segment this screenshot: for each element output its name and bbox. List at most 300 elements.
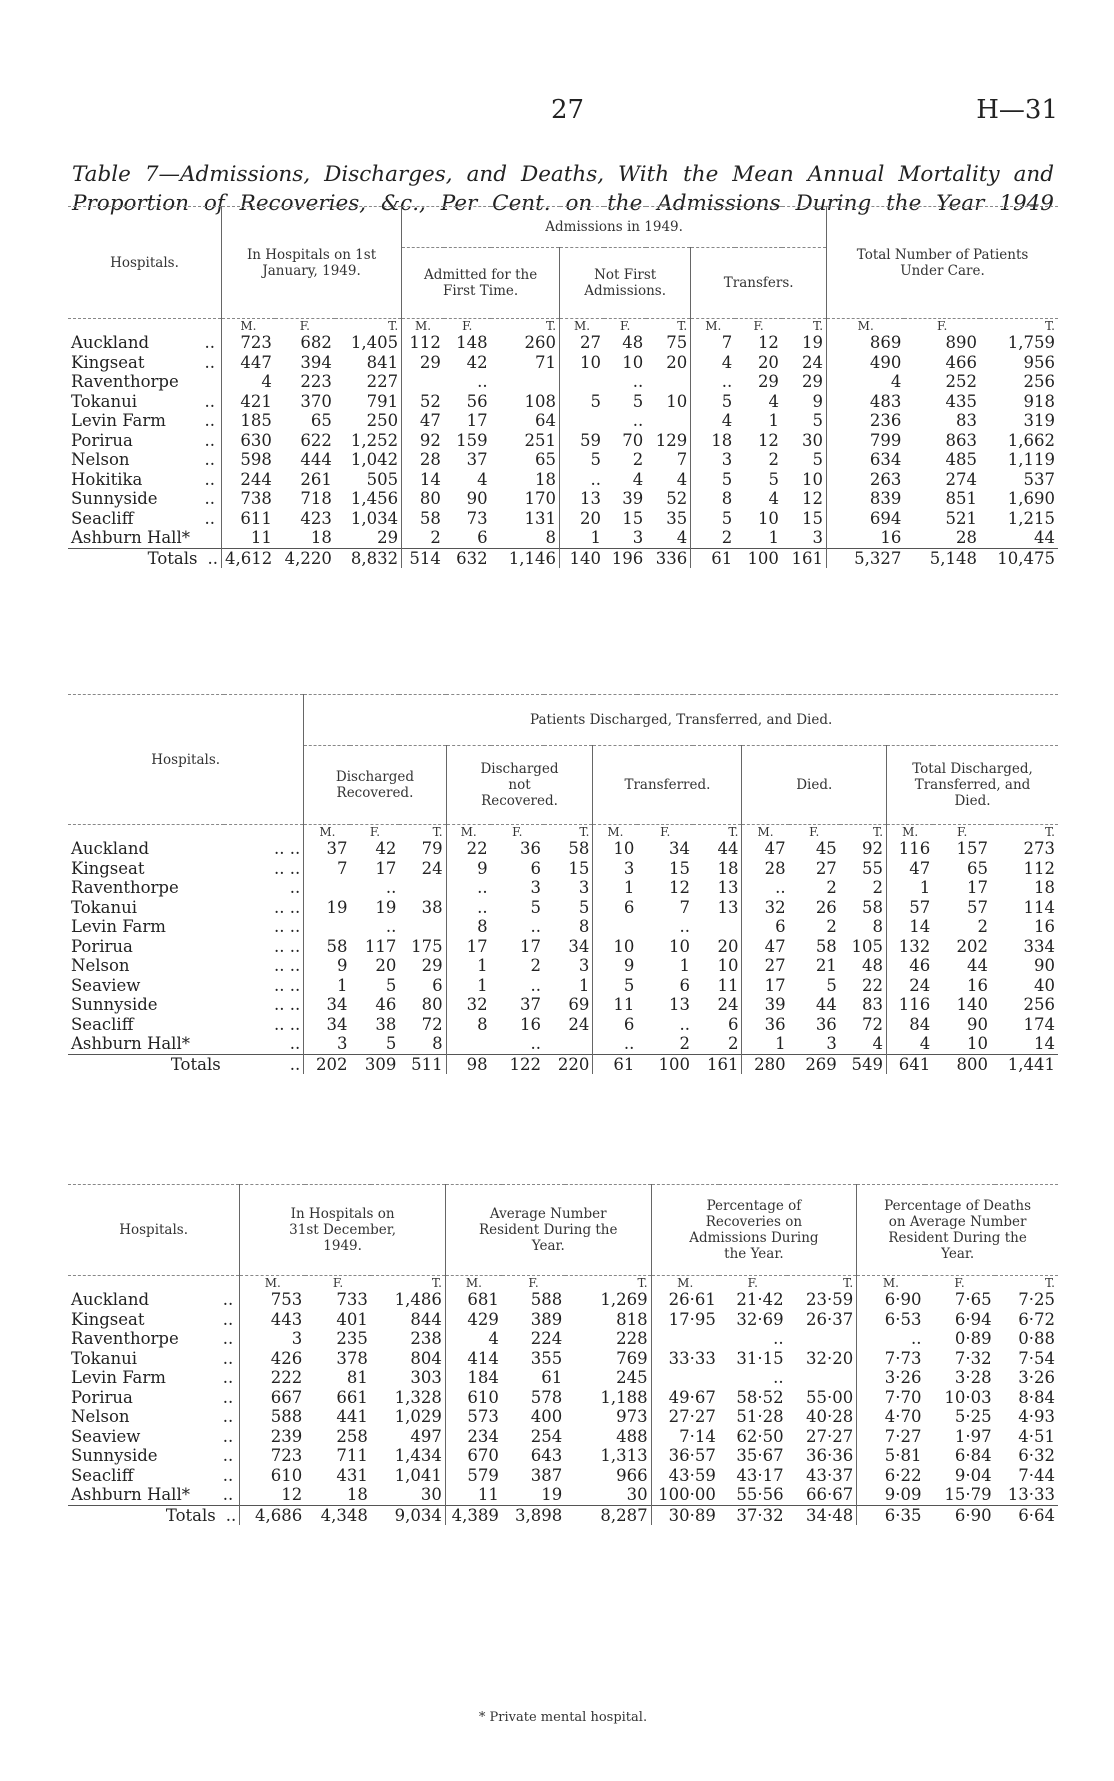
mft-label: F.	[369, 825, 381, 839]
mft-label: T.	[1044, 319, 1055, 333]
table-row	[68, 898, 1058, 918]
value-cell: ..	[446, 878, 490, 898]
value-cell: 116	[887, 839, 934, 859]
value-cell: 12	[240, 1485, 306, 1505]
value-cell: 5	[593, 976, 637, 996]
value-cell: ..	[632, 411, 644, 430]
value-cell: 497	[410, 1426, 442, 1446]
value-cell: 588	[530, 1290, 563, 1309]
value-cell: 8,832	[335, 548, 402, 568]
table-row	[68, 1034, 1058, 1054]
hospital-name-text: Kingseat	[71, 1309, 145, 1329]
value-cell: 22	[446, 839, 490, 859]
value-cell: 844	[410, 1309, 442, 1329]
value-cell: 0·89	[954, 1329, 992, 1348]
value-cell: 804	[410, 1348, 442, 1368]
value-cell: 37·32	[719, 1505, 787, 1525]
value-cell: 753	[240, 1290, 306, 1310]
col-discharged-recovered: Discharged Recovered.	[304, 746, 446, 825]
value-cell: 370	[300, 391, 332, 411]
value-cell: 1,269	[600, 1290, 648, 1309]
value-cell: 5,327	[827, 548, 905, 568]
value-cell: 45	[815, 839, 837, 858]
value-cell: ..	[530, 975, 541, 995]
header-row	[68, 1185, 1058, 1276]
value-cell: 4	[768, 391, 779, 411]
value-cell: 8	[545, 528, 557, 547]
hospital-name	[68, 1368, 240, 1388]
value-cell: 10·03	[944, 1387, 992, 1407]
value-cell: 17·95	[651, 1310, 719, 1330]
value-cell: ..	[773, 1368, 784, 1387]
hospital-name-text: Hokitika	[71, 469, 143, 489]
value-cell: 122	[491, 1054, 544, 1074]
leader-dots: ..	[222, 1309, 234, 1329]
col-discharged-not-recovered: Discharged not Recovered.	[446, 746, 593, 825]
value-cell: 185	[221, 411, 274, 431]
value-cell: 29	[402, 353, 444, 373]
mft-spacer	[68, 1276, 240, 1291]
value-cell: ..	[773, 1329, 784, 1348]
value-cell: 72	[421, 1014, 443, 1034]
hospital-name-text: Nelson	[71, 450, 130, 469]
value-cell: 15	[802, 508, 824, 528]
value-cell: 40	[1034, 975, 1055, 995]
value-cell: 38	[375, 1014, 397, 1034]
value-cell: 6	[593, 1015, 637, 1035]
table-row	[68, 1329, 1058, 1349]
value-cell: 92	[402, 431, 444, 451]
value-cell: 11	[445, 1485, 502, 1505]
hospital-name	[68, 509, 221, 529]
leader-dots: ..	[204, 391, 215, 411]
value-cell: ..	[679, 917, 691, 936]
value-cell: 718	[300, 489, 332, 508]
leader-dots: ..	[204, 450, 215, 469]
value-cell: 196	[604, 548, 646, 568]
value-cell: 70	[622, 430, 644, 450]
value-cell: 9	[593, 956, 637, 976]
value-cell: 202	[956, 936, 989, 956]
value-cell: 222	[240, 1368, 306, 1388]
value-cell: 6·32	[1018, 1446, 1055, 1465]
value-cell: 30	[626, 1485, 648, 1504]
value-cell: 549	[840, 1054, 887, 1074]
value-cell: 309	[350, 1054, 399, 1074]
value-cell: 31·15	[736, 1348, 784, 1368]
value-cell: 2	[632, 450, 644, 469]
hospital-name	[68, 1290, 240, 1310]
value-cell: 17	[967, 878, 989, 897]
value-cell: 37	[304, 839, 351, 859]
mft-label: F.	[809, 825, 820, 839]
mft-label: T.	[872, 825, 884, 839]
value-cell: 184	[445, 1368, 502, 1388]
leader-dots: ..	[222, 1329, 234, 1348]
value-cell: 4·51	[1018, 1426, 1055, 1446]
value-cell: 6	[727, 1014, 739, 1034]
value-cell: 1,042	[350, 450, 399, 469]
value-cell: 5	[691, 470, 735, 490]
value-cell: 132	[887, 937, 934, 957]
mft-spacer	[68, 319, 221, 334]
value-cell: 47	[402, 411, 444, 431]
table-row	[68, 489, 1058, 509]
value-cell: 12	[802, 489, 824, 508]
document-code: H—31	[976, 95, 1058, 125]
table-row	[68, 917, 1058, 937]
mft-label: T.	[1044, 1276, 1055, 1290]
value-cell: 55·56	[736, 1485, 784, 1504]
value-cell: 661	[336, 1387, 368, 1407]
col-transferred: Transferred.	[593, 746, 742, 825]
hospital-name-text: Nelson	[71, 1407, 130, 1426]
value-cell: 38	[421, 897, 443, 917]
value-cell: 1,486	[394, 1290, 442, 1309]
value-cell: 56	[466, 391, 488, 411]
value-cell: 261	[300, 469, 332, 489]
value-cell	[402, 372, 444, 392]
value-cell: 34	[568, 936, 590, 956]
value-cell: 256	[1023, 995, 1055, 1014]
value-cell: 90	[967, 1014, 989, 1034]
value-cell: 58	[304, 937, 351, 957]
value-cell: 227	[366, 372, 399, 391]
value-cell: 28	[956, 528, 977, 547]
value-cell: 73	[466, 508, 488, 528]
value-cell: 4	[768, 489, 779, 508]
value-cell: 20	[666, 352, 688, 372]
value-cell: 62·50	[736, 1426, 784, 1446]
value-cell: 6·64	[995, 1505, 1058, 1525]
value-cell: 5	[691, 392, 735, 412]
value-cell: 98	[446, 1054, 490, 1074]
value-cell: 1,456	[350, 489, 399, 508]
hospital-name	[68, 411, 221, 431]
value-cell: 250	[366, 411, 399, 430]
value-cell: 47	[742, 839, 789, 859]
value-cell: 319	[1023, 411, 1055, 430]
col-hospitals: Hospitals.	[68, 695, 304, 825]
value-cell: 3	[530, 878, 541, 897]
value-cell: 387	[530, 1465, 563, 1485]
mft-label: M.	[445, 1276, 502, 1291]
mft-label: M.	[742, 825, 789, 840]
mft-label: T.	[677, 319, 688, 333]
value-cell: 114	[1023, 897, 1055, 917]
value-cell: 12	[757, 333, 779, 352]
value-cell: 47	[742, 937, 789, 957]
leader-dots: ..	[222, 1290, 234, 1309]
value-cell: 42	[375, 839, 397, 858]
value-cell: 610	[445, 1388, 502, 1408]
leader-dots: ..	[222, 1387, 234, 1407]
value-cell: 588	[240, 1407, 306, 1427]
value-cell: 27·27	[805, 1426, 854, 1446]
value-cell: 258	[336, 1426, 368, 1446]
value-cell: 254	[530, 1426, 563, 1446]
value-cell: 4	[691, 353, 735, 373]
value-cell: 239	[240, 1427, 306, 1447]
value-cell: 18	[717, 858, 739, 878]
col-average-resident: Average Number Resident During the Year.	[445, 1185, 651, 1276]
table-row	[68, 1388, 1058, 1408]
value-cell: 92	[862, 839, 884, 858]
value-cell: 401	[336, 1309, 368, 1329]
value-cell: 16	[967, 975, 989, 995]
hospital-name-text: Seaview	[71, 1426, 141, 1446]
value-cell: 578	[530, 1387, 563, 1407]
leader-dots: .. ..	[274, 936, 301, 956]
value-cell: 17	[519, 936, 541, 956]
value-cell: 15	[622, 508, 644, 528]
value-cell: 733	[336, 1290, 368, 1309]
mft-label: M.	[221, 319, 274, 334]
value-cell: 4	[676, 528, 688, 547]
value-cell: 58	[568, 839, 590, 858]
value-cell: 1,188	[600, 1387, 648, 1407]
value-cell: 220	[544, 1054, 593, 1074]
value-cell: 7·25	[1018, 1290, 1055, 1309]
value-cell: 3·28	[954, 1368, 992, 1387]
value-cell: 6	[742, 917, 789, 937]
value-cell: 83	[956, 411, 977, 430]
value-cell: 6·35	[857, 1505, 925, 1525]
table-row	[68, 450, 1058, 470]
admissions-table	[68, 206, 1058, 568]
value-cell	[693, 917, 742, 937]
value-cell: 245	[616, 1368, 648, 1387]
value-cell: 8	[691, 489, 735, 509]
value-cell: 81	[346, 1368, 368, 1387]
mft-row	[68, 319, 1058, 334]
value-cell: 140	[560, 548, 604, 568]
value-cell: 29	[802, 372, 824, 391]
value-cell: 4	[477, 469, 488, 489]
value-cell: 1,328	[394, 1387, 442, 1407]
table-row	[68, 839, 1058, 859]
value-cell: 112	[1023, 858, 1055, 878]
value-cell: 800	[933, 1054, 991, 1074]
value-cell: ..	[446, 898, 490, 918]
hospital-name-text: Sunnyside	[71, 1446, 158, 1465]
value-cell	[446, 1034, 490, 1054]
value-cell: 36	[742, 1015, 789, 1035]
value-cell: 11	[717, 975, 739, 995]
value-cell: 14	[1034, 1034, 1055, 1053]
value-cell: 19	[304, 898, 351, 918]
hospital-name-text: Raventhorpe	[71, 1329, 179, 1348]
totals-text: Totals	[147, 548, 198, 568]
value-cell: 1,441	[991, 1054, 1058, 1074]
table-row	[68, 878, 1058, 898]
hospital-name: Auckland	[71, 839, 150, 858]
value-cell: 5	[812, 411, 824, 430]
value-cell: 7·54	[1018, 1348, 1055, 1368]
value-cell: 17	[466, 411, 488, 430]
value-cell: 1,759	[1007, 333, 1055, 352]
value-cell: 80	[421, 995, 443, 1014]
value-cell: 55·00	[805, 1387, 854, 1407]
value-cell: 34·48	[787, 1505, 857, 1525]
value-cell: 10	[666, 391, 688, 411]
value-cell: 6	[477, 528, 488, 547]
value-cell: 14	[402, 470, 444, 490]
value-cell: 12	[669, 878, 691, 897]
value-cell: 378	[336, 1348, 368, 1368]
value-cell: 32·20	[805, 1348, 854, 1368]
value-cell: 16	[827, 528, 905, 548]
title-line-1: Table 7—Admissions, Discharges, and Deaths, With the Mean Annual Mortality and	[72, 162, 1054, 187]
value-cell: 27	[815, 858, 837, 878]
value-cell: 100	[735, 548, 782, 568]
value-cell: 7·44	[1018, 1465, 1055, 1485]
value-cell: ..	[593, 1034, 637, 1054]
value-cell: 24	[717, 995, 739, 1014]
value-cell: 174	[1023, 1014, 1055, 1034]
value-cell: 711	[336, 1446, 368, 1465]
value-cell: 260	[524, 333, 557, 352]
value-cell: 256	[1023, 372, 1055, 391]
value-cell: 24	[568, 1014, 590, 1034]
value-cell: 11	[593, 995, 637, 1015]
totals-label: Totals	[68, 1054, 224, 1074]
hospital-name	[68, 1466, 240, 1486]
value-cell: 630	[221, 431, 274, 451]
value-cell: 9·09	[857, 1485, 925, 1505]
value-cell: 44	[1034, 528, 1055, 547]
value-cell: 4·70	[857, 1407, 925, 1427]
mft-label: T.	[388, 319, 399, 333]
value-cell: 610	[240, 1466, 306, 1486]
value-cell	[646, 411, 690, 431]
value-cell: 42	[466, 352, 488, 372]
value-cell: 447	[221, 353, 274, 373]
mft-label: F.	[956, 825, 968, 839]
value-cell: 4,220	[275, 548, 335, 568]
value-cell: 273	[1023, 839, 1055, 858]
value-cell: 12	[757, 430, 779, 450]
value-cell: 485	[945, 450, 977, 469]
value-cell: 3	[632, 528, 644, 547]
hospital-name-text: Tokanui	[71, 1348, 138, 1368]
value-cell: 336	[646, 548, 690, 568]
value-cell: 161	[782, 548, 827, 568]
value-cell: 238	[410, 1329, 442, 1348]
value-cell: 19	[375, 897, 397, 917]
col-hospitals: Hospitals.	[68, 207, 221, 319]
value-cell: 61	[691, 548, 735, 568]
hospital-name: Kingseat	[71, 858, 145, 878]
value-cell: 8	[446, 1015, 490, 1035]
value-cell: 58·52	[736, 1387, 784, 1407]
header-row	[68, 695, 1058, 746]
value-cell: 20	[560, 509, 604, 529]
leader-dots: ..	[222, 1407, 234, 1426]
value-cell: 791	[366, 391, 399, 411]
value-cell: 1,690	[1007, 489, 1055, 508]
hospital-name-text: Tokanui	[71, 391, 138, 411]
leader-dots: ..	[222, 1426, 234, 1446]
mft-spacer	[68, 825, 224, 840]
value-cell: 863	[945, 430, 977, 450]
value-cell: 841	[366, 352, 399, 372]
value-cell: 46	[375, 995, 397, 1014]
value-cell: 444	[300, 450, 332, 469]
value-cell: 2	[691, 528, 735, 548]
hospital-name	[68, 333, 221, 353]
value-cell: 39	[622, 489, 644, 508]
value-cell: 7	[676, 450, 688, 469]
totals-row	[68, 1054, 1058, 1074]
value-cell	[544, 1034, 593, 1054]
table-row	[68, 1310, 1058, 1330]
value-cell: 44	[815, 995, 837, 1014]
totals-label	[68, 548, 221, 568]
value-cell: 1	[768, 411, 779, 430]
value-cell: 1,313	[600, 1446, 648, 1465]
table-row	[68, 1427, 1058, 1447]
hospital-name-text: Porirua	[71, 1387, 133, 1407]
value-cell: 2	[872, 878, 884, 897]
value-cell: 58	[815, 936, 837, 956]
value-cell: 131	[524, 508, 557, 528]
table-row	[68, 995, 1058, 1015]
value-cell: 13·33	[1007, 1485, 1055, 1504]
value-cell: 435	[945, 391, 977, 411]
hospital-name	[68, 431, 221, 451]
value-cell: 7	[691, 333, 735, 353]
table-row	[68, 470, 1058, 490]
table-row	[68, 411, 1058, 431]
value-cell: 29	[377, 528, 399, 547]
value-cell: 26·37	[805, 1309, 854, 1329]
mft-label: M.	[240, 1276, 306, 1291]
value-cell	[787, 1368, 857, 1388]
value-cell: 27	[742, 956, 789, 976]
value-cell: 0·88	[1018, 1329, 1055, 1348]
value-cell: 4	[676, 469, 688, 489]
value-cell: 1	[679, 956, 691, 975]
value-cell: 36·36	[805, 1446, 854, 1465]
col-transfers: Transfers.	[691, 248, 827, 319]
value-cell: 112	[402, 333, 444, 353]
value-cell: 57	[967, 897, 989, 917]
value-cell	[491, 372, 560, 392]
value-cell: 7·14	[651, 1427, 719, 1447]
value-cell: 573	[445, 1407, 502, 1427]
leader-dots: ..	[224, 1054, 304, 1074]
leader-dots: .. ..	[274, 995, 301, 1014]
value-cell: 202	[304, 1054, 351, 1074]
value-cell: 1	[768, 528, 779, 547]
col-hospitals: Hospitals.	[68, 1185, 240, 1276]
value-cell: 175	[411, 936, 443, 956]
hospital-name-text: Seacliff	[71, 1465, 134, 1485]
value-cell: 2	[530, 956, 541, 975]
value-cell: 5	[768, 469, 779, 489]
value-cell: 1,029	[394, 1407, 442, 1426]
value-cell: ..	[530, 1034, 541, 1053]
leader-dots: ..	[225, 1505, 237, 1525]
value-cell: 8	[578, 917, 590, 936]
value-cell: 65	[967, 858, 989, 878]
value-cell: 26	[815, 897, 837, 917]
value-cell: ..	[742, 878, 789, 898]
mft-label: M.	[887, 825, 934, 840]
value-cell: 973	[616, 1407, 648, 1426]
table-row	[68, 528, 1058, 548]
